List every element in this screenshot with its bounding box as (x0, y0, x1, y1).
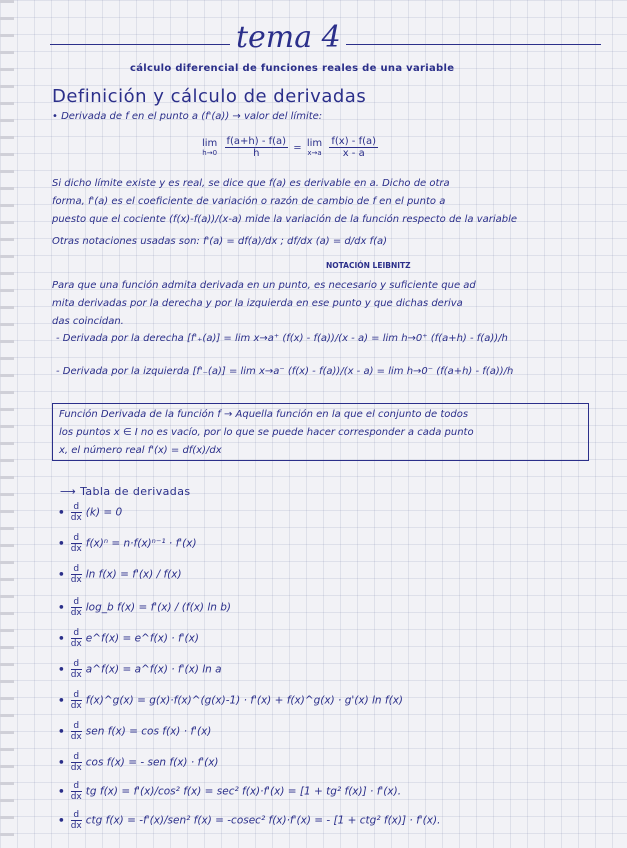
page-subtitle: cálculo diferencial de funciones reales de una variable (130, 63, 455, 74)
binding-holes (0, 0, 14, 848)
derivative-rule (58, 810, 440, 831)
operator-den: dx (70, 732, 82, 742)
derivative-rule (58, 564, 182, 585)
operator-num: d (71, 628, 82, 639)
right-derivative-line: - Derivada por la derecha [f'₊(a)] = lim x→a⁺ (f(x) - f(a))/(x - a) = lim h→0⁺ (f(a+h) - f(a))/h (56, 333, 508, 344)
rule-expression: log_b f(x) = f'(x) / (f(x) ln b) (85, 601, 232, 614)
operator-num: d (71, 502, 82, 513)
d-dx-operator (71, 502, 82, 523)
lim-sub: h→0 (202, 149, 218, 157)
paragraph-lateral (52, 277, 592, 331)
frac-num: f(a+h) - f(a) (226, 136, 287, 147)
frac-den: x - a (342, 148, 365, 159)
rule-expression: a^f(x) = a^f(x) · f'(x) ln a (85, 663, 222, 676)
page-title: tema 4 (236, 20, 341, 55)
bullet-icon: • (58, 506, 65, 519)
rule-expression: f(x)^g(x) = g(x)·f(x)^(g(x)-1) · f'(x) + f(x)^g(x) · g'(x) ln f(x) (85, 694, 404, 707)
operator-den: dx (70, 575, 82, 585)
rule-expression: ctg f(x) = -f'(x)/sen² f(x) = -cosec² f(x)·f'(x) = - [1 + ctg² f(x)] · f'(x). (85, 814, 441, 827)
rule-expression: cos f(x) = - sen f(x) · f'(x) (85, 756, 219, 769)
frac-den: h (253, 148, 260, 159)
rule-expression: (k) = 0 (85, 506, 123, 519)
d-dx-operator (71, 781, 82, 802)
derivative-rule (58, 628, 199, 649)
operator-num: d (71, 533, 82, 544)
d-dx-operator (71, 690, 82, 711)
operator-den: dx (70, 821, 82, 831)
table-heading: ⟶ Tabla de derivadas (60, 485, 191, 498)
rule-expression: f(x)ⁿ = n·f(x)ⁿ⁻¹ · f'(x) (85, 537, 197, 550)
d-dx-operator (71, 752, 82, 773)
definition-line: • Derivada de f en el punto a (f'(a)) → valor del límite: (52, 111, 323, 122)
operator-den: dx (70, 639, 82, 649)
operator-num: d (71, 597, 82, 608)
operator-num: d (71, 781, 82, 792)
title-rule-left (50, 44, 230, 45)
operator-den: dx (70, 763, 82, 773)
equals-sign: = (293, 142, 302, 154)
operator-num: d (71, 659, 82, 670)
lim-sub: x→a (307, 149, 322, 157)
operator-den: dx (70, 701, 82, 711)
derivative-rule (58, 533, 197, 554)
paragraph-line: mita derivadas por la derecha y por la izquierda en ese punto y que dichas deriva (52, 298, 463, 309)
box-text (59, 406, 584, 460)
lim-word: lim (202, 138, 218, 149)
paragraph-line: los puntos x ∈ I no es vacío, por lo que se puede hacer corresponder a cada punto (59, 427, 474, 438)
bullet-icon: • (58, 694, 65, 707)
derivative-rule (58, 690, 403, 711)
operator-num: d (71, 721, 82, 732)
rule-expression: sen f(x) = cos f(x) · f'(x) (85, 725, 212, 738)
bullet-icon: • (58, 756, 65, 769)
definition-box (52, 403, 589, 461)
limit-formula (200, 136, 380, 159)
operator-num: d (71, 564, 82, 575)
operator-num: d (71, 752, 82, 763)
section-heading: Definición y cálculo de derivadas (52, 86, 367, 107)
operator-den: dx (70, 792, 82, 802)
paragraph-line: Para que una función admita derivada en un punto, es necesario y suficiente que ad (52, 280, 476, 291)
d-dx-operator (71, 628, 82, 649)
bullet-icon: • (58, 725, 65, 738)
rule-expression: ln f(x) = f'(x) / f(x) (85, 568, 182, 581)
bullet-icon: • (58, 568, 65, 581)
bullet-icon: • (58, 785, 65, 798)
title-rule-right (346, 44, 601, 45)
d-dx-operator (71, 721, 82, 742)
bullet-icon: • (58, 601, 65, 614)
d-dx-operator (71, 810, 82, 831)
paragraph-line: x, el número real f'(x) = df(x)/dx (59, 445, 222, 456)
derivative-rule (58, 781, 401, 802)
paragraph-line: puesto que el cociente (f(x)-f(a))/(x-a) mide la variación de la función respecto de la variable (52, 214, 518, 225)
bullet-icon: • (58, 663, 65, 676)
frac-num: f(x) - f(a) (331, 136, 377, 147)
lim-word: lim (306, 138, 323, 149)
operator-den: dx (70, 608, 82, 618)
d-dx-operator (71, 533, 82, 554)
derivative-rule (58, 659, 222, 680)
paragraph-line: Si dicho límite existe y es real, se dice que f(a) es derivable en a. Dicho de otra (52, 178, 450, 189)
derivative-rule (58, 597, 231, 618)
operator-num: d (71, 690, 82, 701)
bullet-icon: • (58, 632, 65, 645)
bullet-icon: • (58, 814, 65, 827)
rule-expression: tg f(x) = f'(x)/cos² f(x) = sec² f(x)·f'(x) = [1 + tg² f(x)] · f'(x). (85, 785, 402, 798)
paragraph-limit (52, 175, 592, 229)
rule-expression: e^f(x) = e^f(x) · f'(x) (85, 632, 199, 645)
operator-den: dx (70, 670, 82, 680)
leibniz-label: NOTACIÓN LEIBNITZ (326, 261, 411, 270)
bullet-icon: • (58, 537, 65, 550)
paragraph-line: Función Derivada de la función f → Aquella función en la que el conjunto de todos (59, 409, 469, 420)
paragraph-line: forma, f'(a) es el coeficiente de variación o razón de cambio de f en el punto a (52, 196, 446, 207)
notation-line: Otras notaciones usadas son: f'(a) = df(a)/dx ; df/dx (a) = d/dx f(a) (52, 236, 388, 247)
operator-den: dx (70, 513, 82, 523)
operator-den: dx (70, 544, 82, 554)
d-dx-operator (71, 659, 82, 680)
d-dx-operator (71, 564, 82, 585)
derivative-rule (58, 721, 211, 742)
d-dx-operator (71, 597, 82, 618)
derivative-rule (58, 752, 219, 773)
derivative-rule (58, 502, 122, 523)
operator-num: d (71, 810, 82, 821)
left-derivative-line: - Derivada por la izquierda [f'₋(a)] = lim x→a⁻ (f(x) - f(a))/(x - a) = lim h→0⁻ (f(a+h) - f(a))/h (56, 366, 514, 377)
paragraph-line: das coincidan. (52, 316, 124, 327)
